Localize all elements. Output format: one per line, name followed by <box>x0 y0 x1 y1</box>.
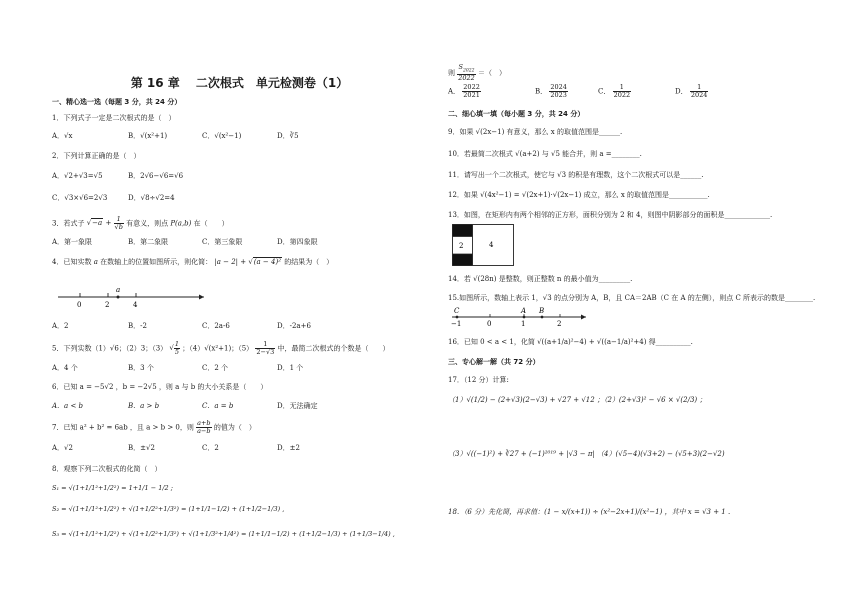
q5-stem-a: 5．下列实数（1）√6；（2）3；（3） <box>52 344 168 353</box>
q16: 16．已知 0 < a < 1，化简 √((a+1/a)²−4) + √((a−1/a)²+4) 得__________. <box>448 338 693 346</box>
q15-point-a: A <box>521 307 527 315</box>
q4-number-line <box>56 282 206 308</box>
q7-option-b: B．±√2 <box>128 444 155 452</box>
q8-option-d-num: 1 <box>690 84 709 92</box>
q6-option-c: C．a = b <box>202 402 234 410</box>
q7-stem-a: 7．已知 a² + b² = 6ab ，且 a > b > 0，则 <box>52 423 194 432</box>
q1-stem: 1．下列式子一定是二次根式的是（ ） <box>52 114 176 122</box>
q7-stem-b: 的值为（ ） <box>213 423 256 432</box>
q5-stem-c: 中，最简二次根式的个数是（ ） <box>277 344 390 353</box>
q5-stem-b: ；（4）√(x²+1)；（5） <box>182 344 254 353</box>
q8-cont-stem-b: ＝（ ） <box>478 68 507 77</box>
q15-tick-neg1: −1 <box>451 320 462 328</box>
q8-option-c-letter: C． <box>598 87 611 96</box>
q13-area-4: 4 <box>489 241 494 249</box>
q2-option-d: D．√8÷√2=4 <box>128 194 175 202</box>
q8-option-d-letter: D． <box>675 87 688 96</box>
q8-option-d-den: 2024 <box>690 90 708 99</box>
q3-option-d: D．第四象限 <box>277 238 318 246</box>
q2-option-a: A．√2+√3=√5 <box>52 172 103 180</box>
q8-cont-stem: 则 $\frac{S_{2022}}{2022}$ ＝（ ） <box>448 63 507 83</box>
q4-option-a: A．2 <box>52 322 69 330</box>
q5-option-d: D．1 个 <box>277 364 304 372</box>
q1-option-d: D．∛5 <box>277 132 299 140</box>
q1-option-c: C．√(x²−1) <box>202 132 242 140</box>
q4-option-d: D．-2a+6 <box>277 322 311 330</box>
q8-option-c-den: 2022 <box>613 90 631 99</box>
q15-point-c: C <box>454 307 460 315</box>
q4-tick-0: 0 <box>77 301 82 308</box>
q7-option-c: C．2 <box>202 444 219 452</box>
q15-point-b: B <box>539 307 545 315</box>
q17-part-3-4: （3）√((−1)²) + ∛27 + (−1)²⁰¹⁹ + |√3 − π| （4）(√5−4)(√3+2) − (√5+3)(2−√2) <box>448 450 725 458</box>
q4-tick-2: 2 <box>105 301 110 308</box>
q3-option-b: B．第二象限 <box>128 238 169 246</box>
q8-option-b-num: 2024 <box>550 83 567 91</box>
q2-stem: 2．下列计算正确的是（ ） <box>52 152 141 160</box>
section-2-heading: 二、细心填一填（每小题 3 分，共 24 分） <box>448 110 585 118</box>
q15: 15.如图所示，数轴上表示 1，√3 的点分别为 A，B，且 CA＝2AB（C 在 A 的左侧），则点 C 所表示的数是________. <box>448 294 816 302</box>
q8-option-a <box>448 84 481 99</box>
q1-option-a: A．√x <box>52 132 73 140</box>
q4-option-c: C．2a-6 <box>202 322 230 330</box>
q9: 9．如果 √(2x−1) 有意义，那么 x 的取值范围是______. <box>448 128 623 136</box>
q13-rectangle-figure <box>452 224 516 268</box>
q17-part-1-2: （1）√(1/2) − (2+√3)(2−√3) + √27 + √12 ；（2）(2+√3)² − √6 × √(2/3) ； <box>448 396 707 404</box>
q4-stem-c: 的结果为（ ） <box>284 258 334 266</box>
q13-area-2: 2 <box>459 242 464 250</box>
q5-stem: 5．下列实数（1）√6；（2）3；（3） √ $\frac{1}{5}$ ；（4）√(x²+1)；（5） $\frac{1}{2-√3}$ 中，最简二次根式的个数是（ ） <box>52 340 390 356</box>
q8-cont-stem-a: 则 <box>448 68 455 77</box>
q2-option-b: B．2√6−√6=√6 <box>128 172 184 180</box>
q12: 12．如果 √(4x²−1) = √(2x+1)·√(2x−1) 成立，那么 x 的取值范围是___________. <box>448 191 710 199</box>
q4-stem: 4．已知实数 a 在数轴上的位置如图所示，则化简： |a − 2| + √(a − 4)² 的结果为（ ） <box>52 258 334 266</box>
q13: 13．如图，在矩形内有两个相邻的正方形，面积分别为 2 和 4，则图中阴影部分的面积是_____________. <box>448 211 773 219</box>
q8-option-c <box>598 84 631 99</box>
q8-option-a-den: 2021 <box>463 90 480 99</box>
q7-stem: 7．已知 a² + b² = 6ab ，且 a > b > 0，则 $\frac{a+b}{a-b}$ 的值为（ ） <box>52 419 256 435</box>
q1-option-b: B．√(x²+1) <box>128 132 168 140</box>
q5-option-c: C．2 个 <box>202 364 229 372</box>
q8-option-a-letter: A． <box>448 87 461 96</box>
q3-option-a: A．第一象限 <box>52 238 93 246</box>
q15-tick-2: 2 <box>557 320 562 328</box>
q8-option-c-num: 1 <box>613 84 632 92</box>
q3-stem-b: 有意义，则点 <box>126 219 169 228</box>
q6-stem: 6．已知 a = −5√2 ，b = −2√5 ，则 a 与 b 的大小关系是（ ） <box>52 383 268 391</box>
q7-option-a: A．√2 <box>52 444 73 452</box>
page-title: 第 16 章 二次根式 单元检测卷（1） <box>130 76 349 90</box>
q3-stem-c: 在（ ） <box>193 219 229 228</box>
q8-option-b-letter: B． <box>535 87 548 96</box>
q6-option-b: B．a > b <box>128 402 160 410</box>
q4-point-a: a <box>116 286 121 294</box>
q17-stem: 17．（12 分）计算: <box>448 376 509 384</box>
q4-tick-4: 4 <box>133 301 138 308</box>
q11: 11．请写出一个二次根式，使它与 √3 的积是有理数，这个二次根式可以是______. <box>448 171 704 179</box>
q14: 14．若 √(28n) 是整数，则正整数 n 的最小值为_________. <box>448 275 633 283</box>
q3-option-c: C．第三象限 <box>202 238 243 246</box>
q8-option-d <box>675 84 708 99</box>
q18: 18．（6 分）先化简，再求值：(1 − x/(x+1)) ÷ (x²−2x+1)/(x²−1) ，其中 x = √3 + 1 . <box>448 508 731 516</box>
q8-option-a-num: 2022 <box>463 83 480 91</box>
section-3-heading: 三、专心解一解（共 72 分） <box>448 358 540 366</box>
q8-stem: 8．观察下列二次根式的化简（ ） <box>52 465 162 473</box>
q8-option-b <box>535 84 568 99</box>
q8-s3: S₃ = √(1+1/1²+1/2²) + √(1+1/2²+1/3²) + √(1+1/3²+1/4²) = (1+1/1−1/2) + (1+1/2−1/3) + (1+1/3−1/4) , <box>52 530 395 538</box>
q2-option-c: C．√3×√6=2√3 <box>52 194 108 202</box>
q15-number-line <box>450 304 590 328</box>
q6-option-a: A．a < b <box>52 402 84 410</box>
section-1-heading: 一、精心选一选（每题 3 分，共 24 分） <box>52 98 182 106</box>
q7-option-d: D．±2 <box>277 444 300 452</box>
q10: 10．若最简二次根式 √(a+2) 与 √5 能合并，则 a =________. <box>448 150 642 158</box>
q15-tick-0: 0 <box>487 320 492 328</box>
q8-s1: S₁ = √(1+1/1²+1/2²) = 1+1/1 − 1/2 ; <box>52 484 173 492</box>
q3-stem: 3．若式子 √−a + $\frac{1}{√b}$ 有意义，则点 P(a,b) 在（ ） <box>52 215 229 231</box>
q4-option-b: B．-2 <box>128 322 147 330</box>
q5-option-a: A．4 个 <box>52 364 78 372</box>
q3-stem-a: 3．若式子 <box>52 219 85 228</box>
q4-stem-a: 4．已知实数 <box>52 258 92 266</box>
q4-stem-b: 在数轴上的位置如图所示，则化简： <box>100 258 213 266</box>
q8-s2: S₂ = √(1+1/1²+1/2²) + √(1+1/2²+1/3²) = (1+1/1−1/2) + (1+1/2−1/3) , <box>52 505 285 513</box>
q5-option-b: B．3 个 <box>128 364 154 372</box>
q8-option-b-den: 2023 <box>550 90 567 99</box>
q15-tick-1: 1 <box>521 320 526 328</box>
q6-option-d: D．无法确定 <box>277 402 318 410</box>
